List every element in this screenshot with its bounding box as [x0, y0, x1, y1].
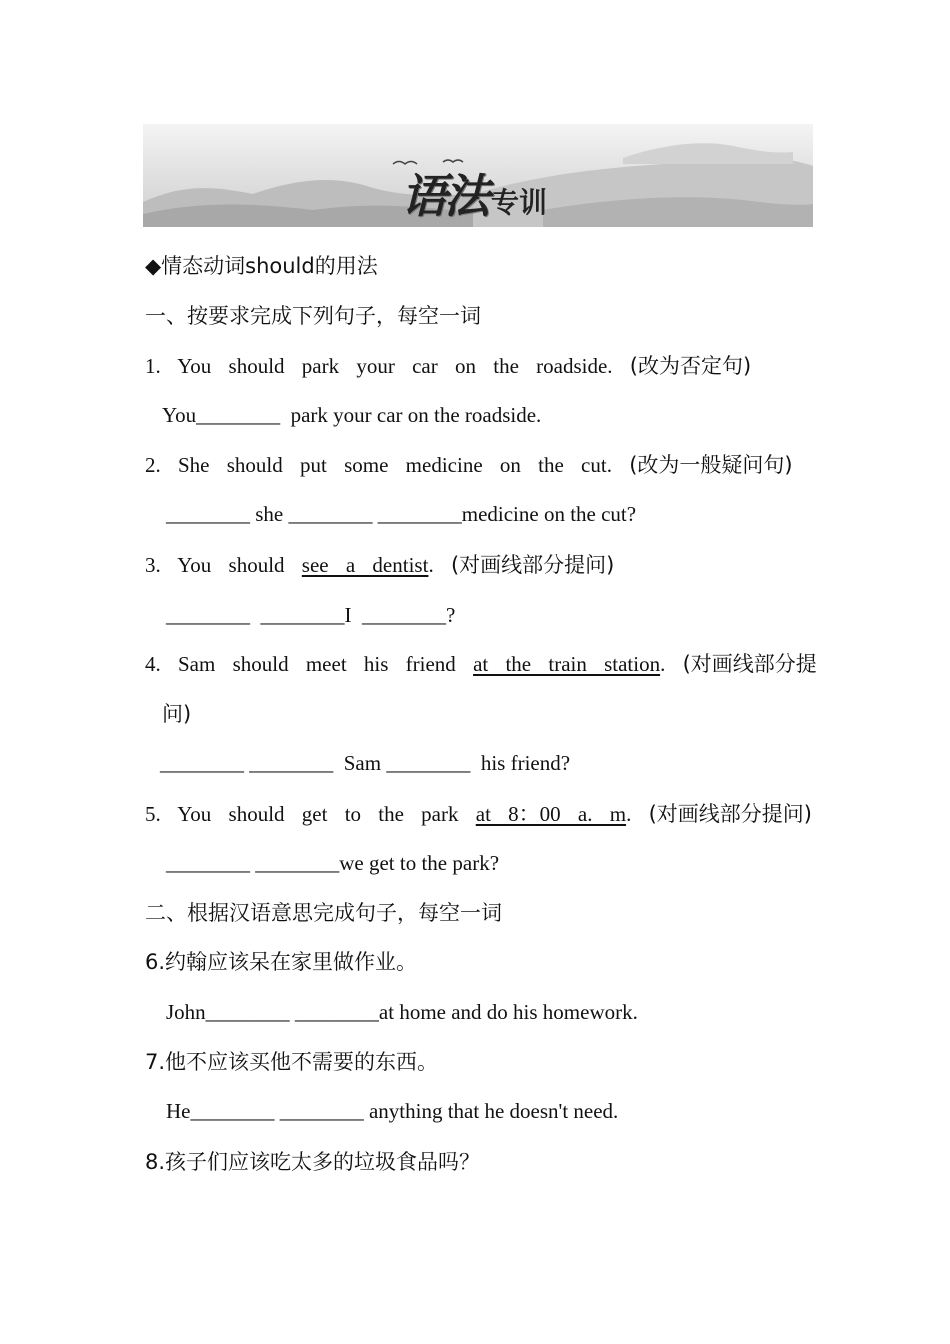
part2-heading: 二、根据汉语意思完成句子，每空一词	[145, 901, 502, 925]
banner-title-big: 语法	[401, 169, 487, 223]
question-5-instruction: (对画线部分提问)	[648, 802, 812, 826]
question-2-text: 2. She should put some medicine on the cut.	[145, 453, 630, 477]
answer-2: ________ she ________ ________medicine on the cut?	[166, 502, 637, 526]
question-3	[145, 551, 614, 579]
question-4-text: 4. Sam should meet his friend	[145, 652, 474, 676]
question-3-underlined: see a dentist	[301, 553, 429, 577]
question-1-text: 1. You should park your car on the roadside.	[145, 354, 630, 378]
question-4-instruction: (对画线部分提	[682, 652, 817, 676]
question-3-instruction: (对画线部分提问)	[450, 553, 615, 577]
question-4-instruction-cont: 问)	[162, 702, 192, 726]
answer-7: He________ ________ anything that he doesn't need.	[166, 1099, 619, 1123]
section-title: ◆情态动词should的用法	[145, 254, 378, 278]
header-banner	[143, 124, 813, 227]
answer-4: ________ ________ Sam ________ his friend?	[160, 751, 571, 775]
question-1	[145, 352, 751, 380]
question-4	[145, 650, 817, 678]
question-3-punct: .	[428, 553, 451, 577]
banner-title-small: 专训	[491, 186, 548, 219]
question-7: 7.他不应该买他不需要的东西。	[145, 1050, 439, 1074]
banner-title	[401, 160, 547, 226]
question-6: 6.约翰应该呆在家里做作业。	[145, 950, 418, 974]
question-2	[145, 451, 793, 479]
question-5	[145, 800, 812, 828]
question-5-text: 5. You should get to the park	[145, 802, 476, 826]
answer-3: ________ ________I ________?	[166, 603, 456, 627]
question-3-text: 3. You should	[145, 553, 302, 577]
question-4-underlined: at the train station	[473, 652, 661, 676]
answer-5: ________ ________we get to the park?	[166, 851, 500, 875]
question-5-punct: .	[626, 802, 649, 826]
question-5-underlined: at 8：00 a. m	[475, 802, 627, 826]
question-2-instruction: (改为一般疑问句)	[629, 453, 793, 477]
answer-1: You________ park your car on the roadside.	[162, 403, 542, 427]
question-4-punct: .	[660, 652, 683, 676]
question-8: 8.孩子们应该吃太多的垃圾食品吗？	[145, 1150, 481, 1174]
answer-6: John________ ________at home and do his homework.	[166, 1000, 638, 1024]
part1-heading: 一、按要求完成下列句子，每空一词	[145, 304, 481, 328]
question-1-instruction: (改为否定句)	[629, 354, 752, 378]
